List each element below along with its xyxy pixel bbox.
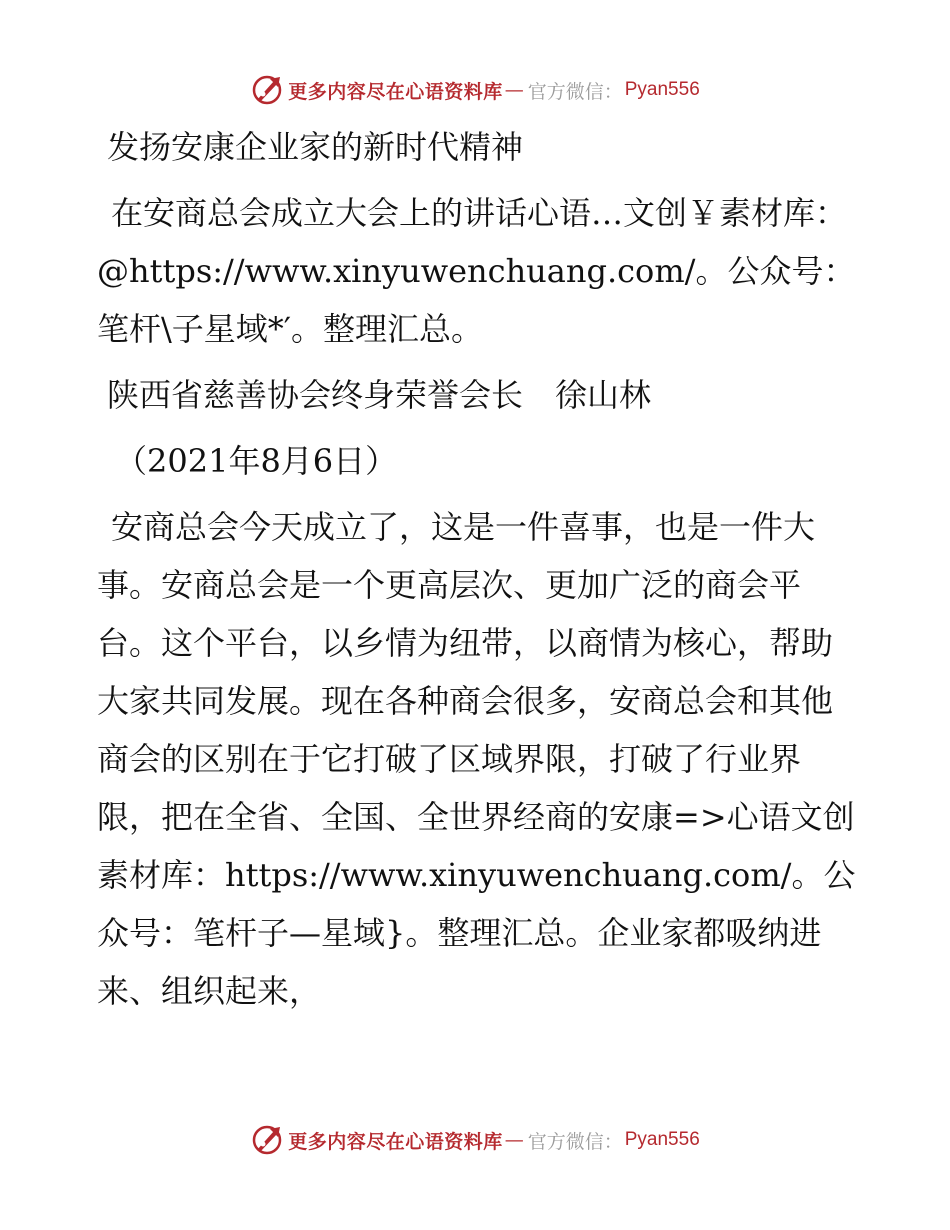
header-banner	[0, 70, 950, 110]
document-paragraph: 安商总会今天成立了，这是一件喜事，也是一件大事。安商总会是一个更高层次、更加广泛的商会平台。这个平台，以乡情为纽带，以商情为核心，帮助大家共同发展。现在各种商会很多，安商总会和其他商会的区别在于它打破了区域界限，打破了行业界限，把在全省、全国、全世界经商的安康=>心语文创素材库：https://www.xinyuwenchuang.com/。公众号：笔杆子—星域}。整理汇总。企业家都吸纳进来、组织起来，	[97, 508, 856, 1010]
quill-logo-icon	[250, 1123, 284, 1157]
document-subtitle: 在安商总会成立大会上的讲话心语…文创￥素材库：@https://www.xinyuwenchuang.com/。公众号：笔杆\子星域*′。整理汇总。	[97, 194, 856, 348]
banner-label: 官方微信：	[527, 1130, 623, 1153]
quill-logo-icon	[250, 73, 284, 107]
banner-account: Pyan556	[624, 79, 700, 100]
document-date: （2021年8月6日）	[115, 442, 398, 480]
banner-account: Pyan556	[624, 1129, 700, 1150]
banner-dash: —	[504, 1129, 524, 1151]
banner-text: 更多内容尽在心语资料库	[288, 1130, 503, 1153]
banner-text: 更多内容尽在心语资料库	[288, 80, 503, 103]
document-body	[97, 118, 857, 1020]
footer-banner	[0, 1120, 950, 1160]
document-title: 发扬安康企业家的新时代精神	[107, 128, 524, 166]
banner-dash: —	[504, 79, 524, 101]
document-author: 陕西省慈善协会终身荣誉会长 徐山林	[107, 376, 652, 414]
banner-label: 官方微信：	[527, 80, 623, 103]
